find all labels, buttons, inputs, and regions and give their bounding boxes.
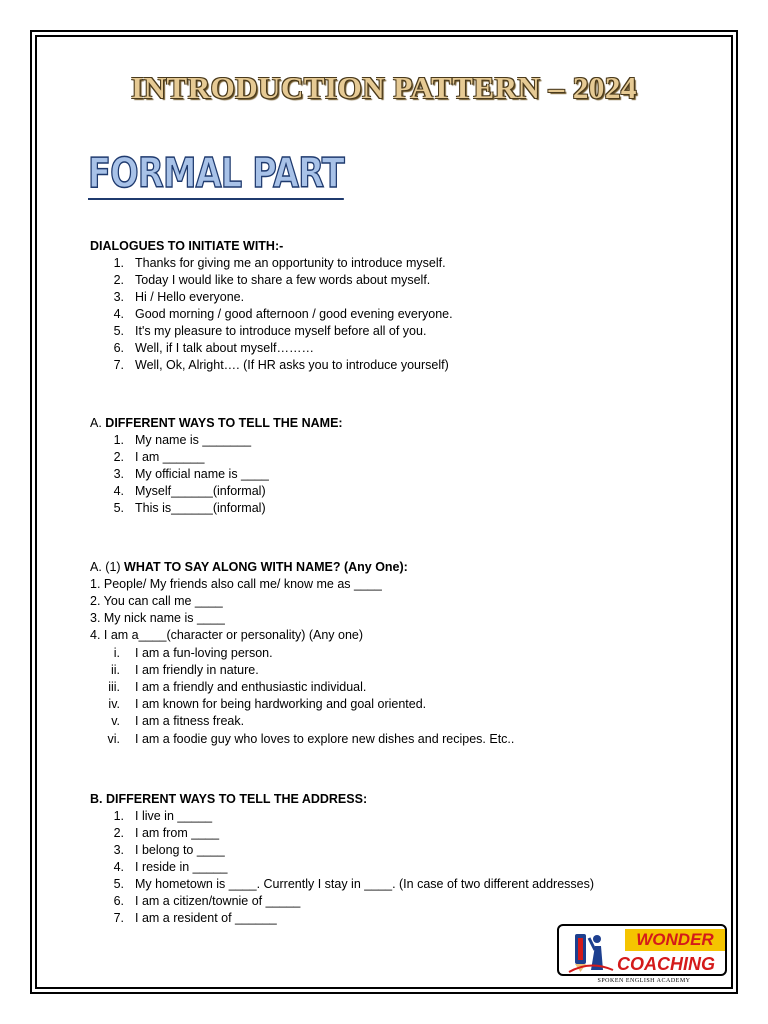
item-number: 7. bbox=[113, 911, 124, 925]
item-text: I live in _____ bbox=[135, 809, 213, 823]
item-number: ii. bbox=[110, 663, 120, 677]
item-number: 5. bbox=[113, 877, 124, 891]
item-number: 2. bbox=[113, 826, 124, 840]
item-text: I am a fun-loving person. bbox=[135, 646, 273, 660]
item-number: 7. bbox=[113, 358, 124, 372]
logo-box bbox=[557, 924, 727, 976]
item-text: I am ______ bbox=[135, 450, 205, 464]
heading-text: DIFFERENT WAYS TO TELL THE NAME: bbox=[105, 416, 343, 430]
item-number: 6. bbox=[113, 341, 124, 355]
item-number: 5. bbox=[113, 324, 124, 338]
list-item: 1. People/ My friends also call me/ know me as ____ bbox=[90, 577, 382, 591]
item-text: I am from ____ bbox=[135, 826, 220, 840]
item-text: My name is _______ bbox=[135, 433, 252, 447]
item-number: 2. bbox=[113, 273, 124, 287]
item-number: iii. bbox=[108, 680, 120, 694]
item-text: It's my pleasure to introduce myself before all of you. bbox=[135, 324, 427, 338]
item-text: I am a foodie guy who loves to explore new dishes and recipes. Etc.. bbox=[135, 732, 515, 746]
dialogues-heading: DIALOGUES TO INITIATE WITH:- bbox=[90, 239, 284, 253]
item-text: Hi / Hello everyone. bbox=[135, 290, 245, 304]
item-number: 4. bbox=[113, 484, 124, 498]
item-number: 4. bbox=[113, 860, 124, 874]
item-number: 1. bbox=[113, 809, 124, 823]
item-text: I belong to ____ bbox=[135, 843, 225, 857]
item-text: My hometown is ____. Currently I stay in ____. (In case of two different addresses) bbox=[135, 877, 595, 891]
item-number: 1. bbox=[113, 433, 124, 447]
logo-text-coaching: COACHING bbox=[617, 954, 715, 974]
item-number: i. bbox=[113, 646, 120, 660]
section-subtitle: FORMAL PART bbox=[88, 148, 344, 200]
item-text: Today I would like to share a few words about myself. bbox=[135, 273, 431, 287]
item-text: This is______(informal) bbox=[135, 501, 266, 515]
item-text: Myself______(informal) bbox=[135, 484, 266, 498]
item-number: vi. bbox=[107, 732, 120, 746]
item-text: I am a friendly and enthusiastic individual. bbox=[135, 680, 367, 694]
item-number: iv. bbox=[108, 697, 120, 711]
item-text: I am a fitness freak. bbox=[135, 714, 245, 728]
item-number: 2. bbox=[113, 450, 124, 464]
logo-tagline: SPOKEN ENGLISH ACADEMY bbox=[597, 978, 691, 984]
heading-text: WHAT TO SAY ALONG WITH NAME? (Any One): bbox=[124, 560, 408, 574]
item-text: Well, if I talk about myself……… bbox=[135, 341, 314, 355]
list-item: 4. I am a____(character or personality) (Any one) bbox=[90, 628, 364, 642]
item-text: Well, Ok, Alright…. (If HR asks you to introduce yourself) bbox=[135, 358, 449, 372]
along-name-heading bbox=[90, 559, 408, 576]
item-number: 3. bbox=[113, 290, 124, 304]
item-text: I am a citizen/townie of _____ bbox=[135, 894, 301, 908]
item-text: I reside in _____ bbox=[135, 860, 228, 874]
list-item: 3. My nick name is ____ bbox=[90, 611, 225, 625]
item-number: 5. bbox=[113, 501, 124, 515]
item-number: 6. bbox=[113, 894, 124, 908]
heading-prefix: A. (1) bbox=[90, 560, 125, 574]
item-number: 4. bbox=[113, 307, 124, 321]
item-text: I am a resident of ______ bbox=[135, 911, 277, 925]
address-ways-heading: B. DIFFERENT WAYS TO TELL THE ADDRESS: bbox=[90, 792, 368, 806]
item-text: Good morning / good afternoon / good evening everyone. bbox=[135, 307, 453, 321]
item-text: Thanks for giving me an opportunity to introduce myself. bbox=[135, 256, 446, 270]
page-title: INTRODUCTION PATTERN – 2024 bbox=[131, 70, 637, 105]
item-text: I am friendly in nature. bbox=[135, 663, 259, 677]
wonder-coaching-logo bbox=[557, 924, 727, 984]
item-number: 3. bbox=[113, 467, 124, 481]
name-ways-heading bbox=[90, 415, 343, 432]
item-number: 3. bbox=[113, 843, 124, 857]
heading-prefix: A. bbox=[90, 416, 106, 430]
logo-text-wonder: WONDER bbox=[625, 929, 725, 951]
item-text: My official name is ____ bbox=[135, 467, 269, 481]
list-item: 2. You can call me ____ bbox=[90, 594, 223, 608]
item-number: 1. bbox=[113, 256, 124, 270]
item-number: v. bbox=[111, 714, 120, 728]
item-text: I am known for being hardworking and goal oriented. bbox=[135, 697, 427, 711]
